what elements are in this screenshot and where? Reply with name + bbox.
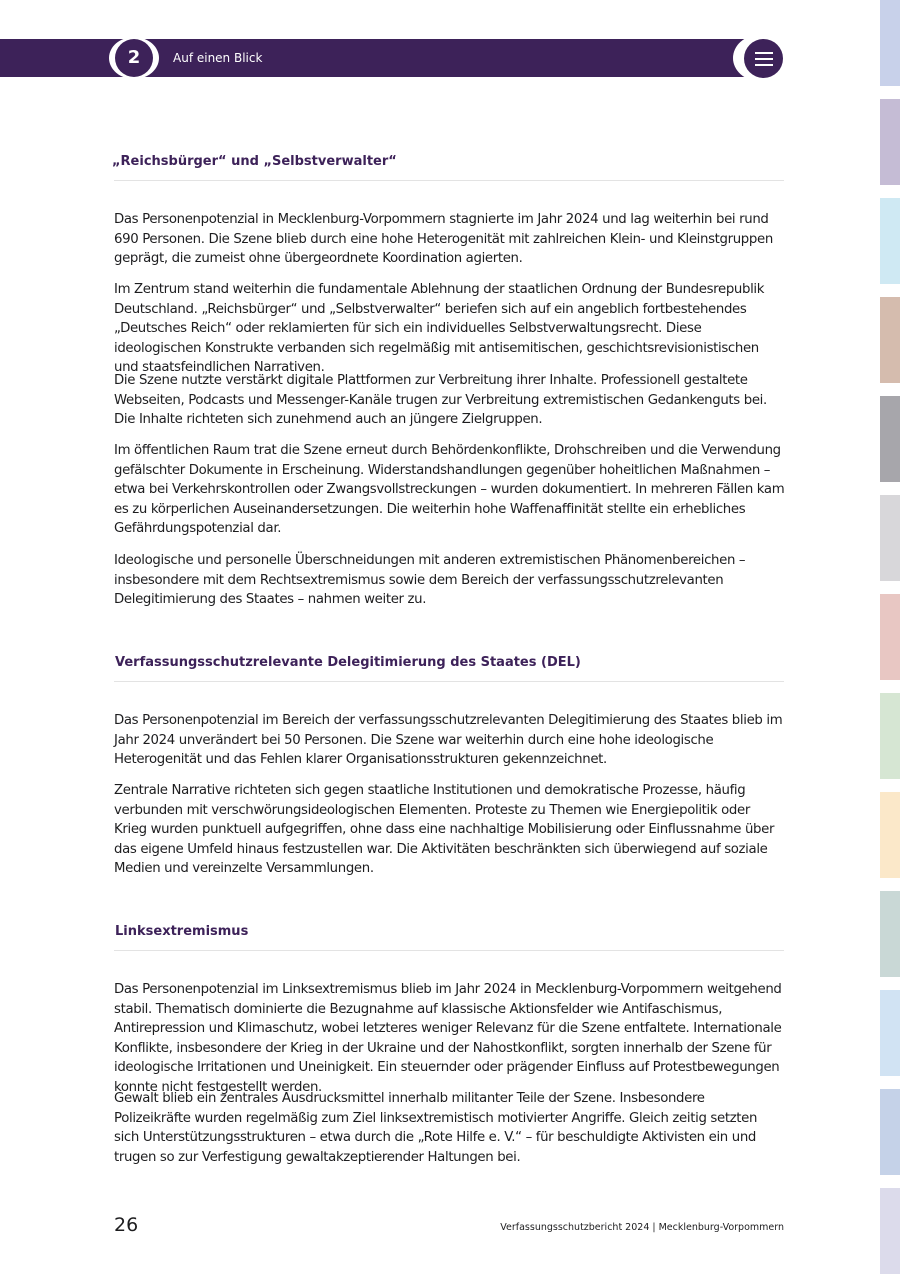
chapter-tab-10[interactable] — [880, 891, 900, 977]
chapter-tab-7[interactable] — [880, 594, 900, 680]
chapter-tab-6[interactable] — [880, 495, 900, 581]
section-heading: „Reichsbürger“ und „Selbstverwalter“ — [112, 154, 397, 169]
section-heading: Linksextremismus — [115, 924, 249, 939]
chapter-number-badge: 2 — [115, 39, 153, 77]
chapter-tab-1[interactable] — [880, 0, 900, 86]
section-divider — [114, 681, 784, 682]
chapter-tab-strip — [880, 0, 900, 1272]
chapter-tab-4[interactable] — [880, 297, 900, 383]
chapter-tab-5[interactable] — [880, 396, 900, 482]
section-divider — [114, 950, 784, 951]
paragraph: Gewalt blieb ein zentrales Ausdrucksmittel innerhalb militanter Teile der Szene. Insbesondere Polizeikräfte wurden regelmäßig zum Ziel linksextremistisch motivierter Angriffe. Gleich zeitig setzten sich Unterstützungsstrukturen – etwa durch die „Rote Hilfe e. V.“ – für beschuldigte Aktivisten ein und trugen so zur Verfestigung gewaltakzeptierender Haltungen bei. — [114, 1091, 758, 1165]
chapter-tab-9[interactable] — [880, 792, 900, 878]
paragraph: Das Personenpotenzial in Mecklenburg-Vorpommern stagnierte im Jahr 2024 und lag weiterhin bei rund 690 Personen. Die Szene blieb durch eine hohe Heterogenität mit zahlreichen Klein- und Kleinstgruppen geprägt, die zumeist ohne übergeordnete Koordination agierten. — [114, 212, 773, 267]
paragraph: Die Szene nutzte verstärkt digitale Plattformen zur Verbreitung ihrer Inhalte. Professionell gestaltete Webseiten, Podcasts und Messenger-Kanäle trugen zur Verbreitung extremistischen Gedankenguts bei. Die Inhalte richteten sich zunehmend auch an jüngere Zielgruppen. — [114, 373, 767, 428]
menu-button[interactable] — [744, 39, 783, 78]
paragraph: Das Personenpotenzial im Bereich der verfassungsschutzrelevanten Delegitimierung des Staates blieb im Jahr 2024 unverändert bei 50 Personen. Die Szene war weiterhin durch eine hohe ideologische Heterogenität und das Fehlen klarer Organisationsstrukturen gekennzeichnet. — [114, 713, 783, 768]
section-divider — [114, 180, 784, 181]
paragraph: Ideologische und personelle Überschneidungen mit anderen extremistischen Phänomenbereichen – insbesondere mit dem Rechtsextremismus sowie dem Bereich der verfassungsschutzrelevanten Delegitimierung des Staates – nahmen weiter zu. — [114, 553, 746, 608]
paragraph: Das Personenpotenzial im Linksextremismus blieb im Jahr 2024 in Mecklenburg-Vorpommern weitgehend stabil. Thematisch dominierte die Bezugnahme auf klassische Aktionsfelder wie Antifaschismus, Antirepression und Klimaschutz, wobei letzteres weniger Relevanz für die Szene entfaltete. Internationale Konflikte, insbesondere der Krieg in der Ukraine und der Nahostkonflikt, sorgten innerhalb der Szene für ideologische Irritationen und Uneinigkeit. Ein steuernder oder prägender Einfluss auf Protestbewegungen konnte nicht festgestellt werden. — [114, 982, 782, 1095]
chapter-tab-11[interactable] — [880, 990, 900, 1076]
section-heading: Verfassungsschutzrelevante Delegitimierung des Staates (DEL) — [115, 655, 581, 670]
chapter-tab-8[interactable] — [880, 693, 900, 779]
paragraph: Zentrale Narrative richteten sich gegen staatliche Institutionen und demokratische Prozesse, häufig verbunden mit verschwörungsideologischen Elementen. Proteste zu Themen wie Energiepolitik oder Krieg wurden punktuell aufgegriffen, ohne dass eine nachhaltige Mobilisierung oder Einflussnahme über das eigene Umfeld hinaus festzustellen war. Die Aktivitäten beschränkten sich überwiegend auf soziale Medien und vereinzelte Versammlungen. — [114, 783, 775, 877]
paragraph: Im Zentrum stand weiterhin die fundamentale Ablehnung der staatlichen Ordnung der Bundesrepublik Deutschland. „Reichsbürger“ und „Selbstverwalter“ beriefen sich auf ein angeblich fortbestehendes „Deutsches Reich“ oder reklamierten für sich ein individuelles Selbstverwaltungsrecht. Diese ideologischen Konstrukte verbanden sich regelmäßig mit antisemitischen, geschichtsrevisionistischen und staatsfeindlichen Narrativen. — [114, 282, 765, 376]
chapter-title: Auf einen Blick — [173, 51, 263, 65]
chapter-tab-12[interactable] — [880, 1089, 900, 1175]
chapter-tab-2[interactable] — [880, 99, 900, 185]
chapter-tab-3[interactable] — [880, 198, 900, 284]
chapter-tab-13[interactable] — [880, 1188, 900, 1274]
paragraph: Im öffentlichen Raum trat die Szene erneut durch Behördenkonflikte, Drohschreiben und die Verwendung gefälschter Dokumente in Erscheinung. Widerstandshandlungen gegenüber hoheitlichen Maßnahmen – etwa bei Verkehrskontrollen oder Zwangsvollstreckungen – wurden dokumentiert. In mehreren Fällen kam es zu körperlichen Auseinandersetzungen. Die weiterhin hohe Waffenaffinität stellte ein erhebliches Gefährdungspotenzial dar. — [114, 443, 785, 537]
footer-text: Verfassungsschutzbericht 2024 | Mecklenburg-Vorpommern — [500, 1222, 784, 1233]
page-number: 26 — [114, 1214, 139, 1236]
